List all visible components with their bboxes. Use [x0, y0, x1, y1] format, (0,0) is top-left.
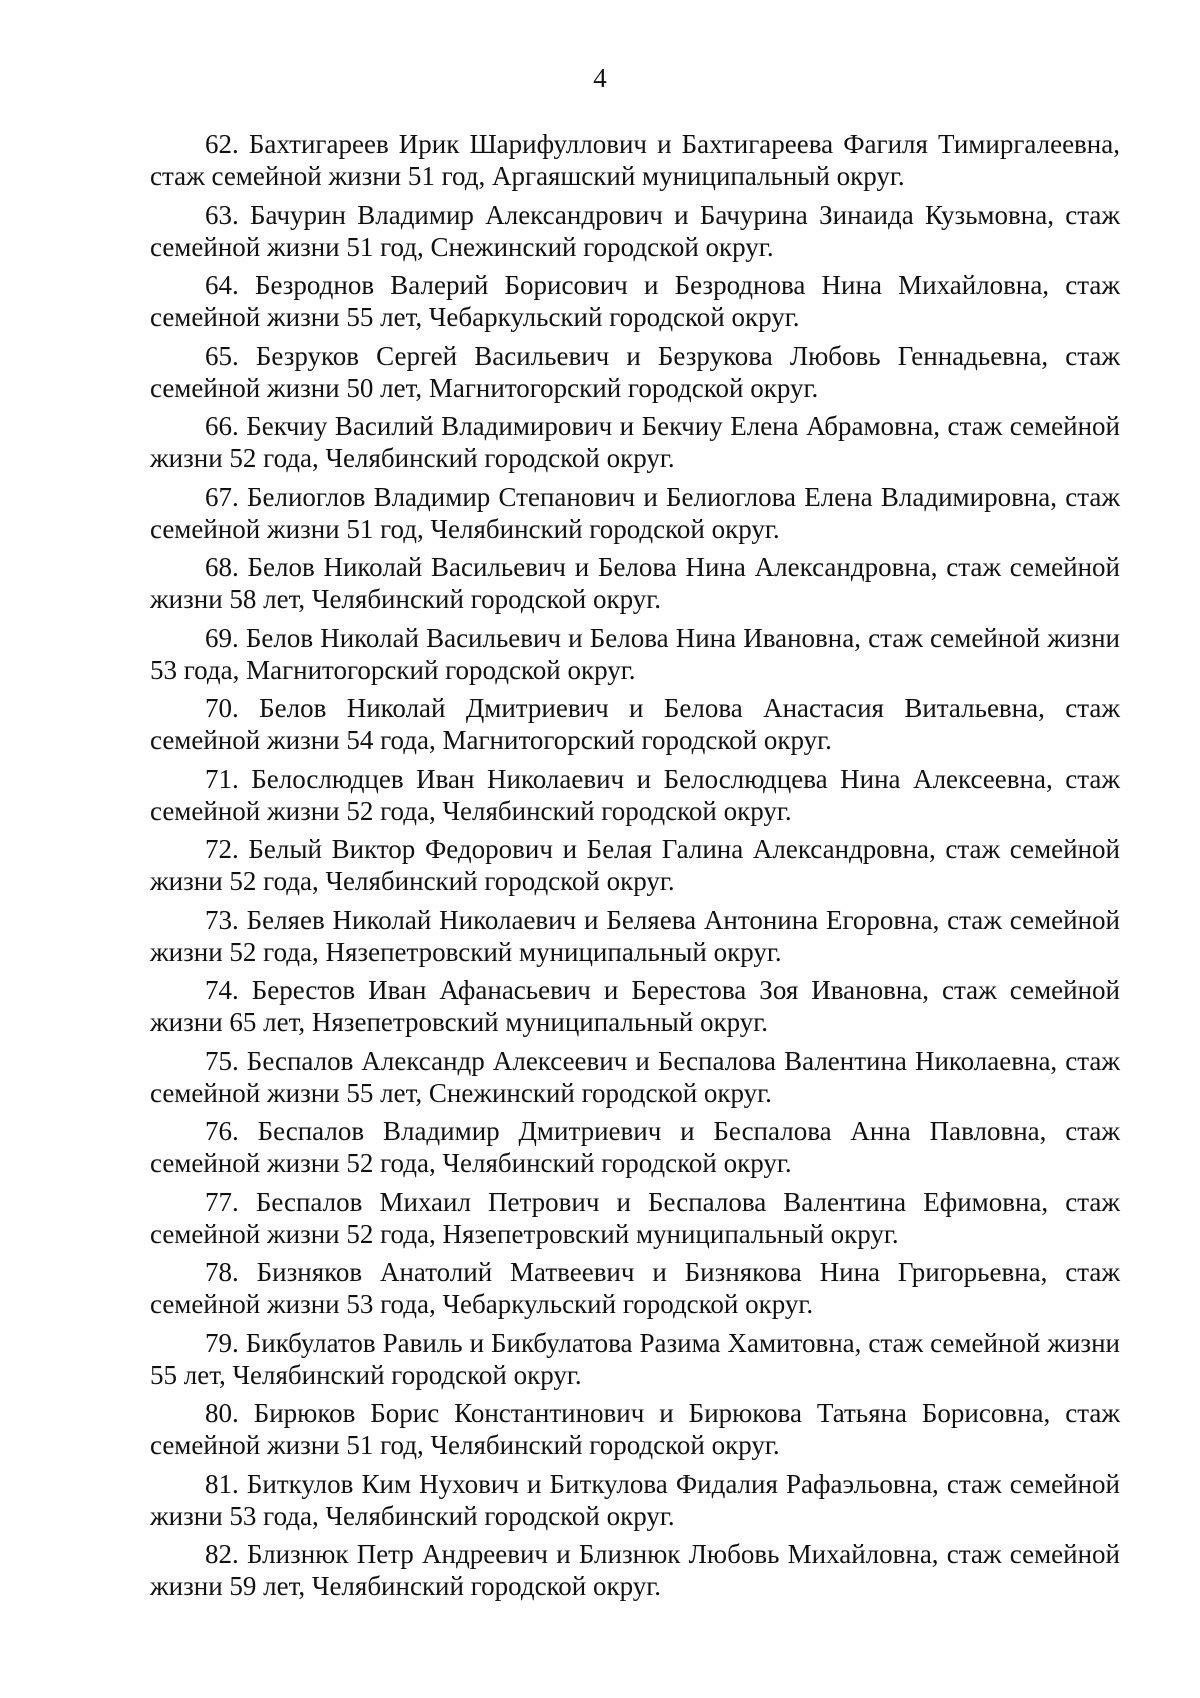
list-item: 66. Бекчиу Василий Владимирович и Бекчиу Елена Абрамовна, стаж семейной жизни 52 года, Челябинский городской округ.	[150, 411, 1120, 473]
list-item: 70. Белов Николай Дмитриевич и Белова Анастасия Витальевна, стаж семейной жизни 54 года, Магнитогорский городской округ.	[150, 693, 1120, 755]
list-item: 67. Белиоглов Владимир Степанович и Белиоглова Елена Владимировна, стаж семейной жизни 51 год, Челябинский городской округ.	[150, 481, 1120, 544]
list-item: 81. Биткулов Ким Нухович и Биткулова Фидалия Рафаэльовна, стаж семейной жизни 53 года, Челябинский городской округ.	[150, 1468, 1120, 1531]
list-item: 77. Беспалов Михаил Петрович и Беспалова Валентина Ефимовна, стаж семейной жизни 52 года, Нязепетровский муниципальный округ.	[150, 1186, 1120, 1249]
list-item: 64. Безроднов Валерий Борисович и Безроднова Нина Михайловна, стаж семейной жизни 55 лет, Чебаркульский городской округ.	[150, 270, 1120, 332]
list-item: 79. Бикбулатов Равиль и Бикбулатова Разима Хамитовна, стаж семейной жизни 55 лет, Челябинский городской округ.	[150, 1327, 1120, 1390]
list-item: 80. Бирюков Борис Константинович и Бирюкова Татьяна Борисовна, стаж семейной жизни 51 год, Челябинский городской округ.	[150, 1398, 1120, 1460]
list-item: 75. Беспалов Александр Алексеевич и Беспалова Валентина Николаевна, стаж семейной жизни 55 лет, Снежинский городской округ.	[150, 1045, 1120, 1108]
page-number: 4	[593, 63, 607, 93]
list-item: 68. Белов Николай Васильевич и Белова Нина Александровна, стаж семейной жизни 58 лет, Челябинский городской округ.	[150, 552, 1120, 614]
list-item: 78. Бизняков Анатолий Матвеевич и Бизнякова Нина Григорьевна, стаж семейной жизни 53 года, Чебаркульский городской округ.	[150, 1257, 1120, 1319]
list-item: 63. Бачурин Владимир Александрович и Бачурина Зинаида Кузьмовна, стаж семейной жизни 51 год, Снежинский городской округ.	[150, 199, 1120, 262]
list-item: 72. Белый Виктор Федорович и Белая Галина Александровна, стаж семейной жизни 52 года, Челябинский городской округ.	[150, 834, 1120, 896]
list-item: 76. Беспалов Владимир Дмитриевич и Беспалова Анна Павловна, стаж семейной жизни 52 года, Челябинский городской округ.	[150, 1116, 1120, 1178]
list-item: 74. Берестов Иван Афанасьевич и Берестова Зоя Ивановна, стаж семейной жизни 65 лет, Нязепетровский муниципальный округ.	[150, 975, 1120, 1037]
list-item: 69. Белов Николай Васильевич и Белова Нина Ивановна, стаж семейной жизни 53 года, Магнитогорский городской округ.	[150, 622, 1120, 685]
list-item: 65. Безруков Сергей Васильевич и Безрукова Любовь Геннадьевна, стаж семейной жизни 50 лет, Магнитогорский городской округ.	[150, 340, 1120, 403]
list-item: 71. Белослюдцев Иван Николаевич и Белослюдцева Нина Алексеевна, стаж семейной жизни 52 года, Челябинский городской округ.	[150, 763, 1120, 826]
list-item: 62. Бахтигареев Ирик Шарифуллович и Бахтигареева Фагиля Тимиргалеевна, стаж семейной жизни 51 год, Аргаяшский муниципальный округ.	[150, 129, 1120, 191]
list-item: 82. Близнюк Петр Андреевич и Близнюк Любовь Михайловна, стаж семейной жизни 59 лет, Челябинский городской округ.	[150, 1539, 1120, 1601]
entry-list	[150, 128, 1120, 1609]
list-item: 73. Беляев Николай Николаевич и Беляева Антонина Егоровна, стаж семейной жизни 52 года, Нязепетровский муниципальный округ.	[150, 904, 1120, 967]
